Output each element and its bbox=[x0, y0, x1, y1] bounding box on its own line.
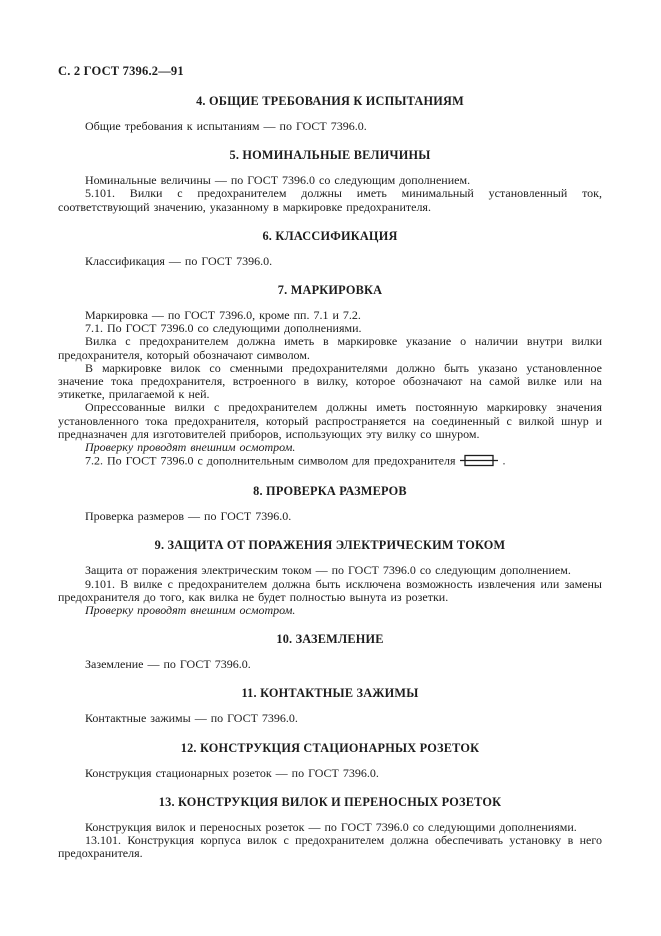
section-electric-shock-protection bbox=[58, 538, 602, 617]
fuse-symbol-icon bbox=[460, 454, 498, 467]
section-heading-8: 8. ПРОВЕРКА РАЗМЕРОВ bbox=[253, 484, 407, 499]
section-contact-clamps bbox=[58, 686, 602, 725]
paragraph: Общие требования к испытаниям — по ГОСТ 7396.0. bbox=[85, 119, 367, 133]
section-heading-4: 4. ОБЩИЕ ТРЕБОВАНИЯ К ИСПЫТАНИЯМ bbox=[196, 94, 464, 108]
section-classification bbox=[58, 229, 602, 268]
clause-5-101: 5.101. Вилки с предохранителем должны иметь минимальный установленный ток, соответствующий значению, указанному в маркировке предохранителя. bbox=[58, 186, 602, 214]
paragraph: Проверка размеров — по ГОСТ 7396.0. bbox=[85, 509, 292, 524]
paragraph: Маркировка — по ГОСТ 7396.0, кроме пп. 7.1 и 7.2. bbox=[85, 308, 361, 323]
section-heading-9: 9. ЗАЩИТА ОТ ПОРАЖЕНИЯ ЭЛЕКТРИЧЕСКИМ ТОКОМ bbox=[154, 538, 506, 553]
section-plug-portable-socket-design bbox=[58, 795, 602, 861]
section-heading-10: 10. ЗАЗЕМЛЕНИЕ bbox=[276, 632, 384, 647]
paragraph: Вилка с предохранителем должна иметь в маркировке указание о наличии внутри вилки предохранителя, который обозначают символом. bbox=[58, 334, 602, 362]
paragraph: Конструкция вилок и переносных розеток — по ГОСТ 7396.0 со следующими дополнениями. bbox=[85, 819, 577, 834]
page-content bbox=[58, 64, 602, 860]
section-stationary-socket-design bbox=[58, 741, 602, 780]
paragraph: Номинальные величины — по ГОСТ 7396.0 со следующим дополнением. bbox=[85, 173, 471, 188]
section-heading-11: 11. КОНТАКТНЫЕ ЗАЖИМЫ bbox=[241, 686, 419, 701]
section-heading-13: 13. КОНСТРУКЦИЯ ВИЛОК И ПЕРЕНОСНЫХ РОЗЕТОК bbox=[158, 794, 502, 809]
section-nominal-values bbox=[58, 148, 602, 214]
section-heading-6: 6. КЛАССИФИКАЦИЯ bbox=[262, 228, 398, 243]
clause-7-1: 7.1. По ГОСТ 7396.0 со следующими дополнениями. bbox=[85, 321, 362, 336]
section-marking bbox=[58, 283, 602, 469]
section-heading-5: 5. НОМИНАЛЬНЫЕ ВЕЛИЧИНЫ bbox=[229, 148, 431, 163]
section-general-test-requirements bbox=[58, 94, 602, 133]
clause-7-2-suffix: . bbox=[502, 453, 506, 468]
paragraph: Классификация — по ГОСТ 7396.0. bbox=[85, 253, 273, 268]
paragraph: В маркировке вилок со сменными предохранителями должно быть указано установленное значение тока предохранителя, встроенного в вилку, которое обозначают на самой вилке или на этикетке, прилагаемой к ней. bbox=[58, 360, 602, 402]
paragraph: Конструкция стационарных розеток — по ГОСТ 7396.0. bbox=[85, 765, 379, 780]
verification-note: Проверку проводят внешним осмотром. bbox=[85, 603, 296, 618]
section-dimension-check bbox=[58, 484, 602, 523]
verification-note: Проверку проводят внешним осмотром. bbox=[85, 440, 296, 455]
page-header: С. 2 ГОСТ 7396.2—91 bbox=[58, 64, 184, 78]
clause-9-101: 9.101. В вилке с предохранителем должна быть исключена возможность извлечения или замены предохранителя до того, как вилка не будет полностью вынута из розетки. bbox=[58, 576, 602, 604]
section-heading-7: 7. МАРКИРОВКА bbox=[277, 283, 383, 298]
paragraph: Контактные зажимы — по ГОСТ 7396.0. bbox=[85, 711, 298, 726]
clause-7-2-text: 7.2. По ГОСТ 7396.0 с дополнительным символом для предохранителя bbox=[85, 453, 456, 468]
clause-13-101: 13.101. Конструкция корпуса вилок с предохранителем должна обеспечивать установку в него предохранителя. bbox=[58, 833, 602, 861]
section-grounding bbox=[58, 632, 602, 671]
section-heading-12: 12. КОНСТРУКЦИЯ СТАЦИОНАРНЫХ РОЗЕТОК bbox=[180, 740, 480, 755]
paragraph: Заземление — по ГОСТ 7396.0. bbox=[85, 657, 251, 672]
paragraph: Защита от поражения электрическим током — по ГОСТ 7396.0 со следующим дополнением. bbox=[85, 563, 571, 578]
clause-7-2 bbox=[58, 454, 602, 469]
paragraph: Опрессованные вилки с предохранителем должны иметь постоянную маркировку значения установленного тока предохранителя, который распространяется на соединенный с вилкой шнур и предназначен для изготовителей приборов, использующих эту вилку со шнуром. bbox=[58, 400, 602, 441]
